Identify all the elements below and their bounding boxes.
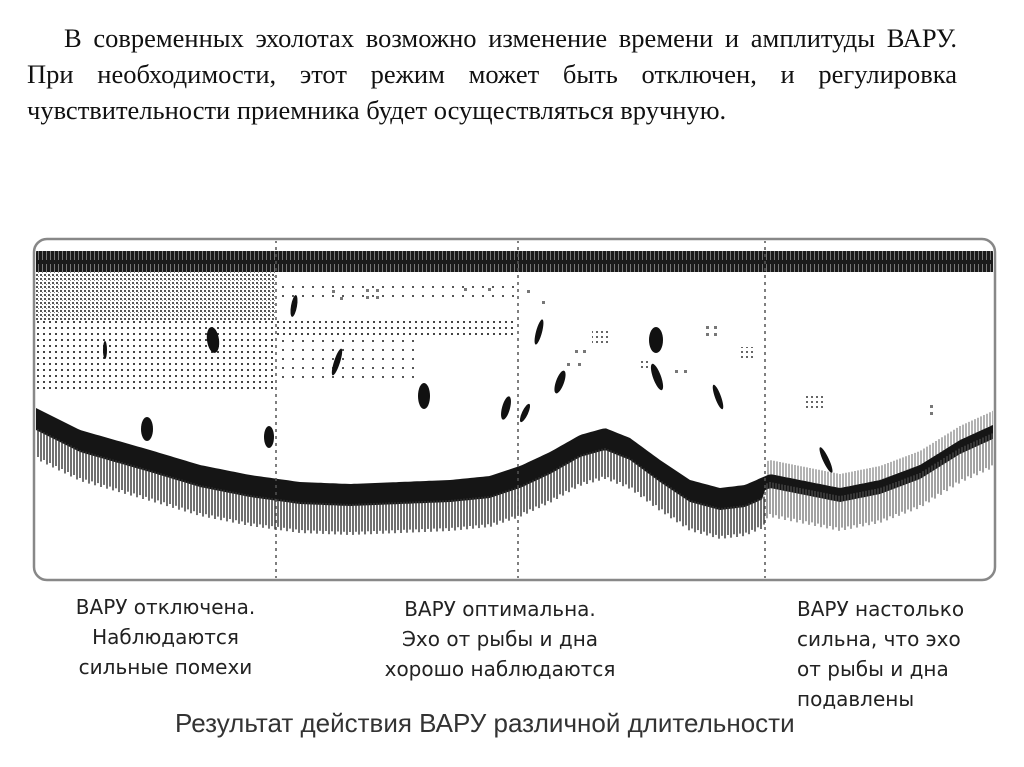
plankton-cluster — [738, 347, 753, 360]
figure-title: Результат действия ВАРУ различной длительности — [175, 708, 795, 738]
plankton-cluster — [592, 329, 608, 343]
caption-panel-2 — [355, 594, 645, 684]
noise-zone-sparse — [276, 338, 416, 378]
caption-panel-3 — [797, 594, 964, 714]
caption-line: ВАРУ настолько — [797, 597, 965, 621]
noise-zone-light — [276, 280, 516, 298]
caption-panel-1 — [48, 592, 283, 682]
plankton-cluster — [806, 395, 826, 411]
noise-zone-medium — [36, 320, 276, 390]
caption-line: подавлены — [797, 687, 915, 711]
caption-line: хорошо наблюдаются — [384, 657, 616, 681]
caption-line: ВАРУ оптимальна. — [404, 597, 596, 621]
noise-zone-light-2 — [276, 318, 516, 338]
caption-line: Наблюдаются — [92, 625, 239, 649]
caption-line: Эхо от рыбы и дна — [401, 627, 599, 651]
noise-zone-dense — [36, 272, 276, 320]
plankton-cluster — [638, 358, 651, 368]
body-paragraph: В современных эхолотах возможно изменение времени и амплитуды ВАРУ. При необходимости, этот режим может быть отключен, и регулировка чувствительности приемника будет осуществляться вручную. — [27, 23, 957, 125]
caption-line: ВАРУ отключена. — [75, 595, 256, 619]
caption-line: от рыбы и дна — [797, 657, 949, 681]
caption-line: сильна, что эхо — [797, 627, 961, 651]
echogram-figure — [0, 230, 1024, 590]
surface-band — [36, 251, 993, 272]
caption-line: сильные помехи — [78, 655, 253, 679]
